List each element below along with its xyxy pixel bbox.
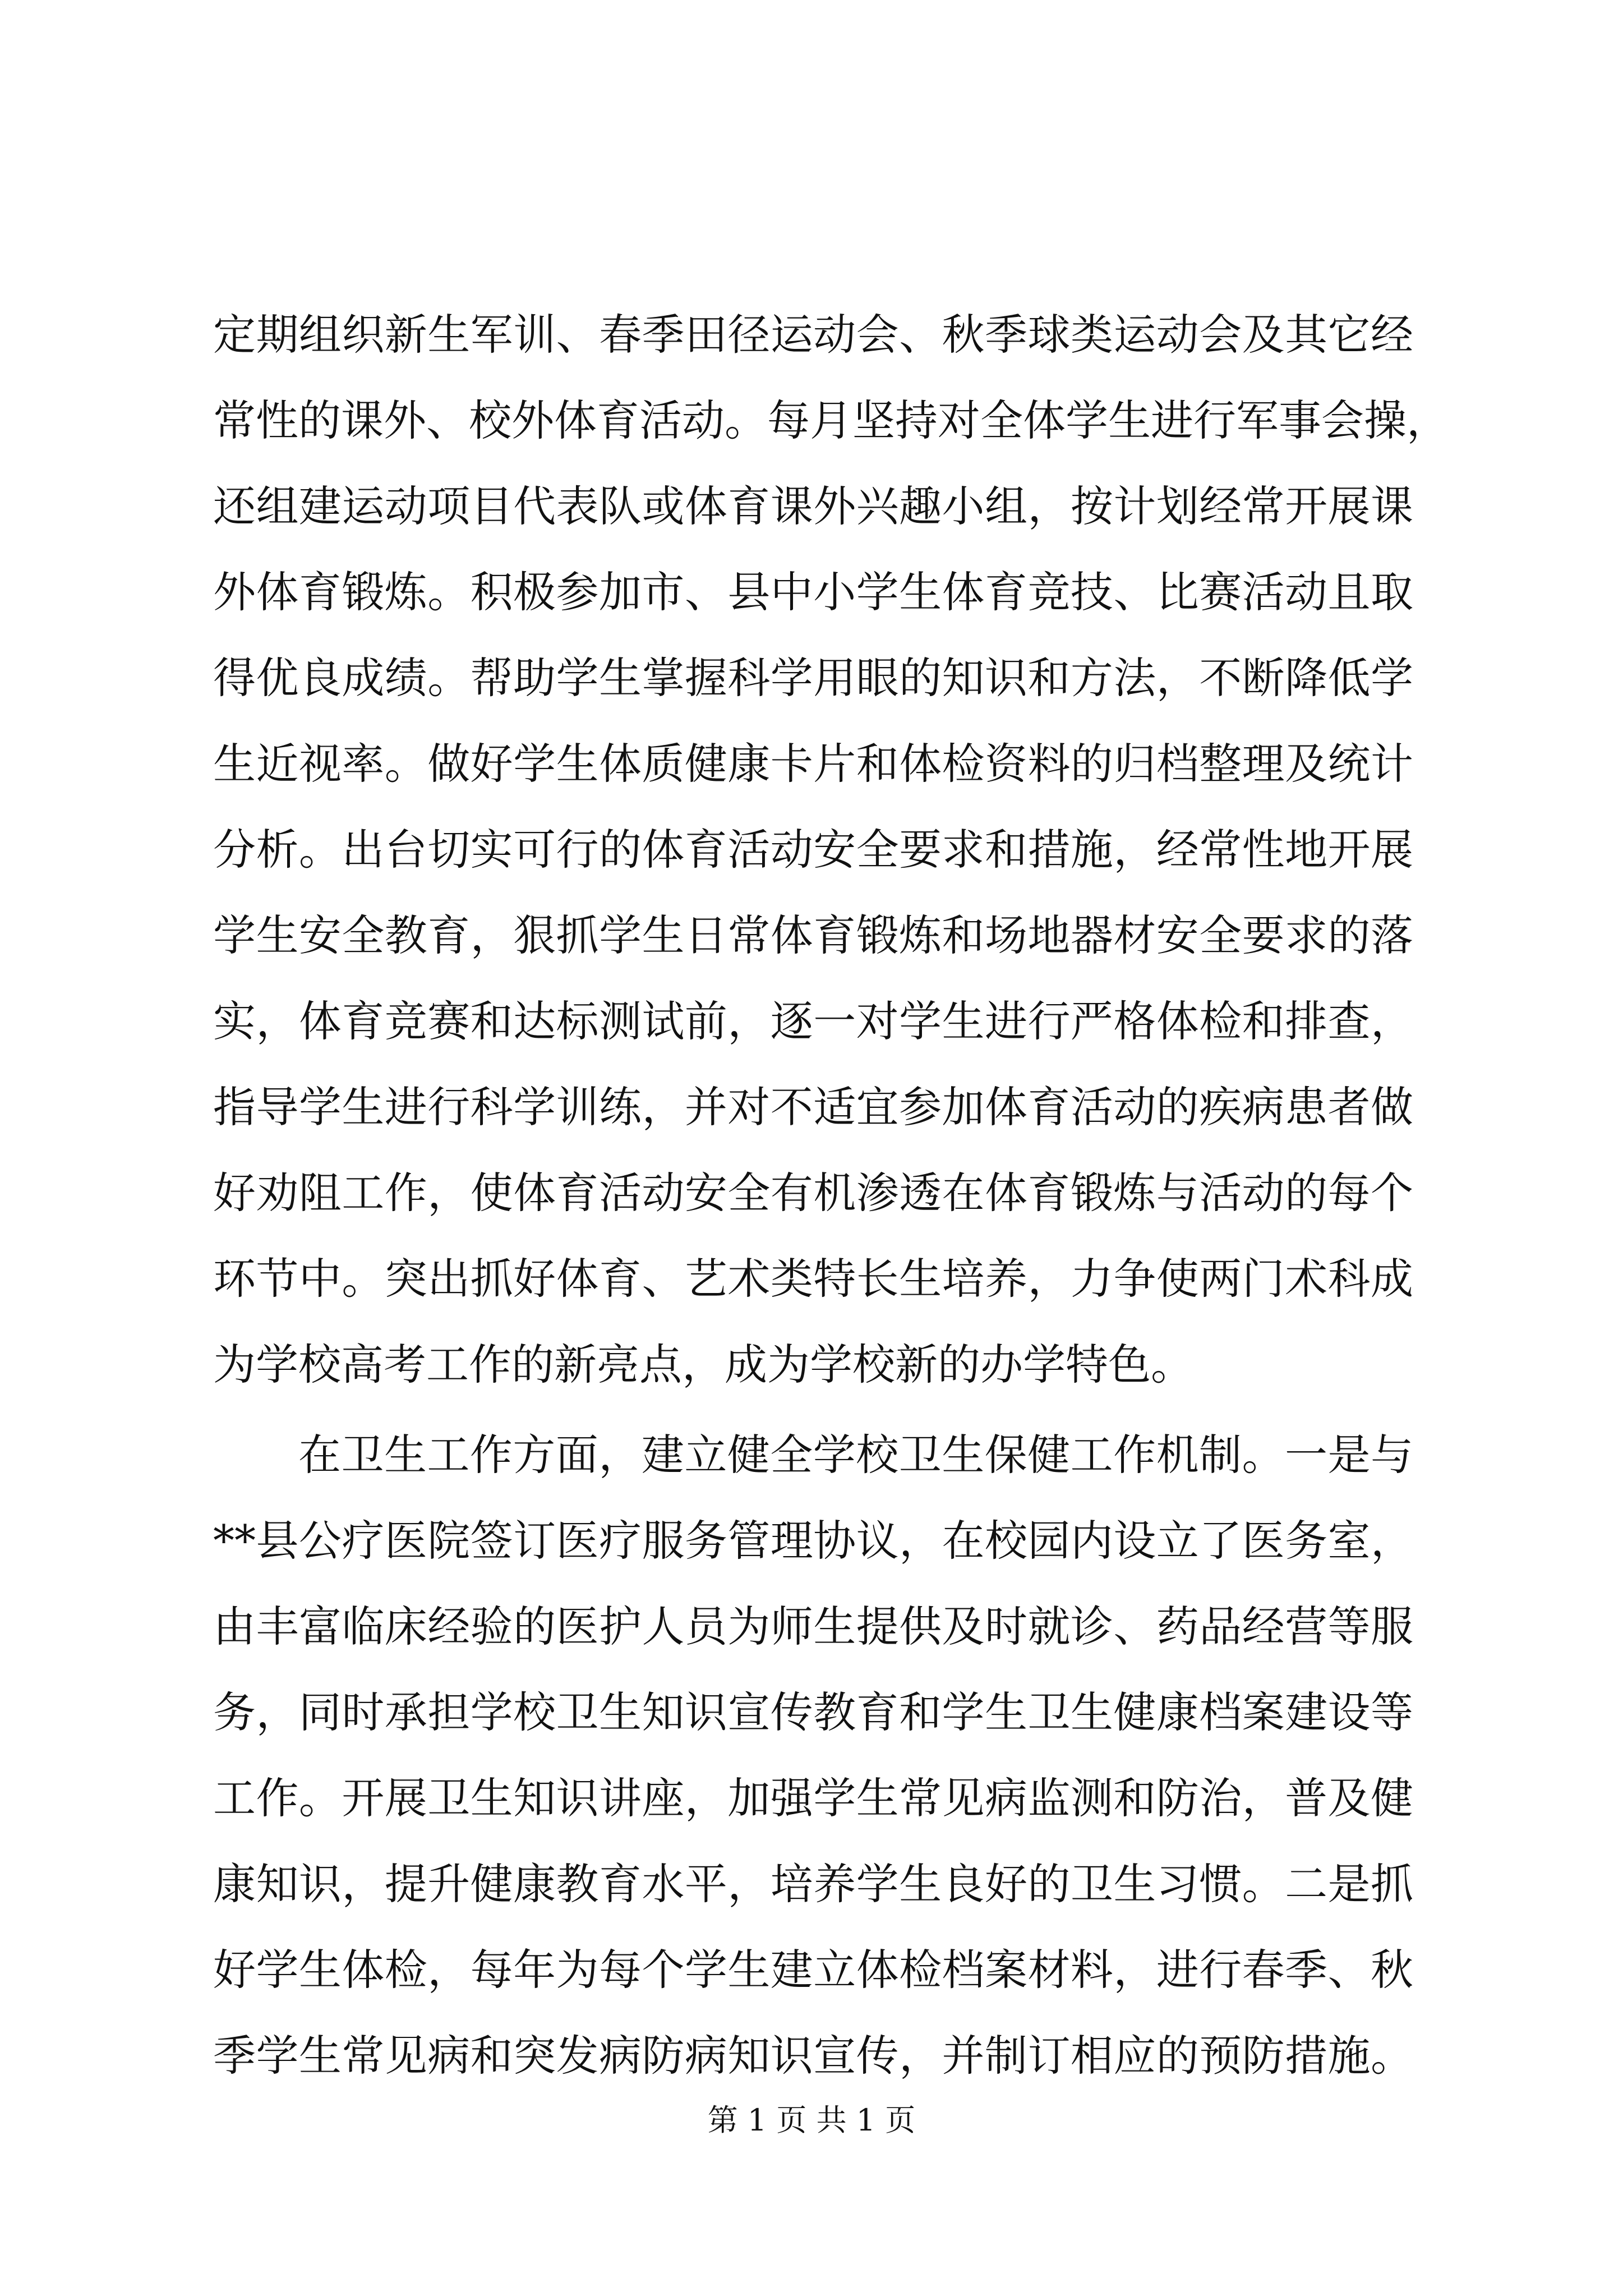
text-line: 环节中。突出抓好体育、艺术类特长生培养，力争使两门术科成: [213, 1254, 1413, 1304]
paragraph-2: [213, 1412, 1413, 2099]
text-line: 常性的课外、校外体育活动。每月坚持对全体学生进行军事会操，: [213, 395, 1449, 445]
text-line: 好劝阻工作，使体育活动安全有机渗透在体育锻炼与活动的每个: [213, 1168, 1413, 1218]
body-text: [213, 292, 1449, 2099]
text-line: **县公疗医院签订医疗服务管理协议，在校园内设立了医务室，: [213, 1516, 1413, 1566]
paragraph-gap: [213, 1407, 1413, 1412]
text-line: 定期组织新生军训、春季田径运动会、秋季球类运动会及其它经: [213, 310, 1413, 360]
text-line: 为学校高考工作的新亮点，成为学校新的办学特色。: [213, 1340, 1193, 1389]
text-line: 务，同时承担学校卫生知识宣传教育和学生卫生健康档案建设等: [213, 1687, 1413, 1737]
text-line: 学生安全教育，狠抓学生日常体育锻炼和场地器材安全要求的落: [213, 910, 1413, 960]
text-line: 实，体育竞赛和达标测试前，逐一对学生进行严格体检和排查，: [213, 996, 1413, 1046]
text-line: 在卫生工作方面，建立健全学校卫生保健工作机制。一是与: [298, 1430, 1413, 1480]
text-line: 外体育锻炼。积极参加市、县中小学生体育竞技、比赛活动且取: [213, 567, 1413, 617]
text-line: 好学生体检，每年为每个学生建立体检档案材料，进行春季、秋: [213, 1945, 1413, 1995]
text-line: 季学生常见病和突发病防病知识宣传，并制订相应的预防措施。: [213, 2031, 1413, 2081]
text-line: 指导学生进行科学训练，并对不适宜参加体育活动的疾病患者做: [213, 1082, 1413, 1132]
text-line: 还组建运动项目代表队或体育课外兴趣小组，按计划经常开展课: [213, 481, 1413, 531]
text-line: 由丰富临床经验的医护人员为师生提供及时就诊、药品经营等服: [213, 1602, 1413, 1651]
text-line: 康知识，提升健康教育水平，培养学生良好的卫生习惯。二是抓: [213, 1859, 1413, 1909]
text-line: 得优良成绩。帮助学生掌握科学用眼的知识和方法，不断降低学: [213, 653, 1413, 703]
text-line: 工作。开展卫生知识讲座，加强学生常见病监测和防治，普及健: [213, 1773, 1413, 1823]
paragraph-1: [213, 292, 1449, 1407]
text-line: 分析。出台切实可行的体育活动安全要求和措施，经常性地开展: [213, 825, 1413, 875]
text-line: 生近视率。做好学生体质健康卡片和体检资料的归档整理及统计: [213, 739, 1413, 789]
page-number-label: 第 1 页 共 1 页: [707, 2102, 916, 2138]
page-footer: [0, 2098, 1623, 2143]
